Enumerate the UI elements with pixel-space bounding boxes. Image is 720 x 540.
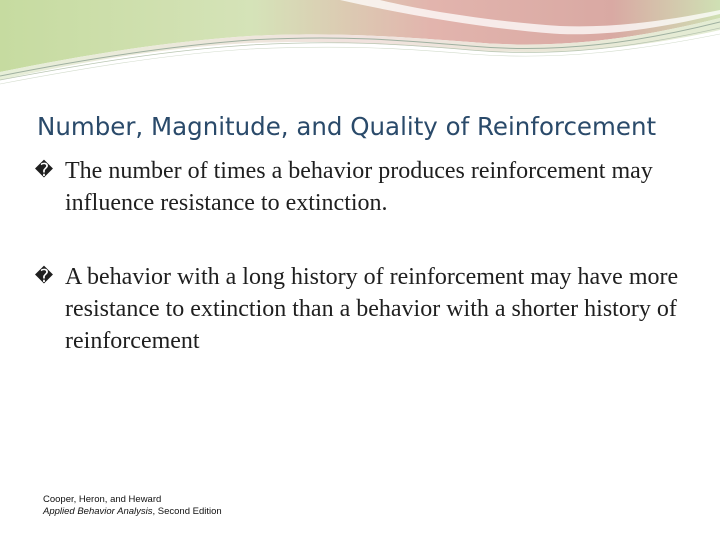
citation-footer [43, 494, 222, 518]
decorative-header-band [0, 0, 720, 90]
bullet-text: The number of times a behavior produces reinforcement may influence resistance to extinction. [65, 158, 653, 216]
bullet-text: A behavior with a long history of reinforcement may have more resistance to extinction than a behavior with a shorter history of reinforcement [65, 264, 679, 354]
citation-authors: Cooper, Heron, and Heward [43, 494, 162, 505]
citation-book-title: Applied Behavior Analysis [43, 506, 153, 517]
slide-title: Number, Magnitude, and Quality of Reinforcement [37, 112, 657, 141]
bullet-list [32, 155, 692, 399]
bullet-item [32, 155, 692, 219]
citation-edition: , Second Edition [152, 506, 222, 517]
bullet-marker-icon: � [34, 266, 54, 287]
citation-source [43, 506, 222, 518]
bullet-marker-icon: � [34, 160, 54, 181]
bullet-item [32, 261, 692, 357]
